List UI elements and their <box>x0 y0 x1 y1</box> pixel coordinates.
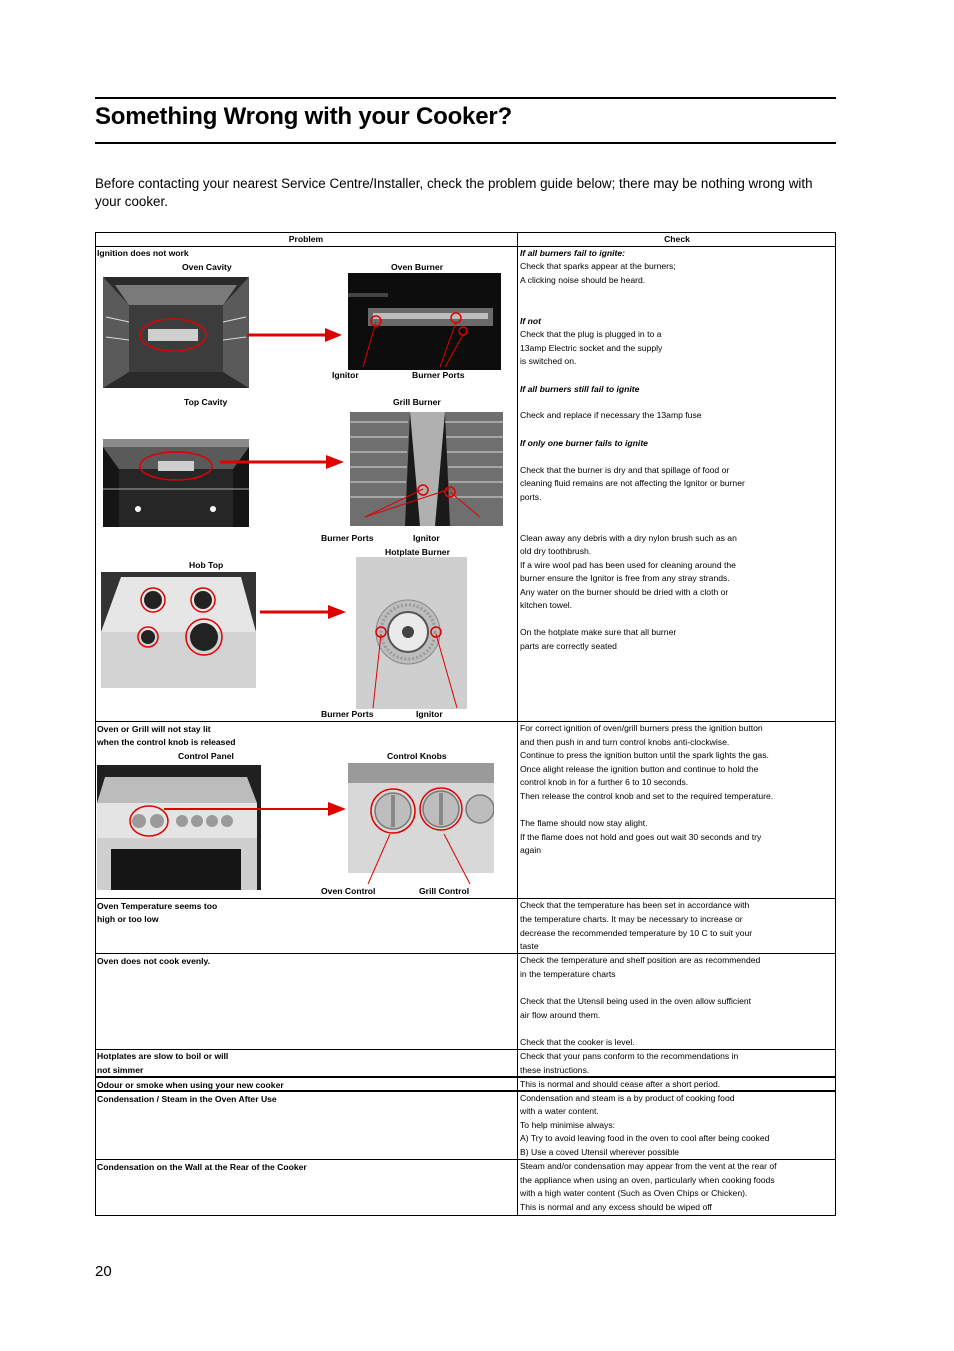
problem-condensation-oven: Condensation / Steam in the Oven After Use <box>97 1094 277 1104</box>
label-hob-top: Hob Top <box>189 560 224 570</box>
check-condensation-oven-line: A) Try to avoid leaving food in the oven to cool after being cooked <box>520 1133 770 1143</box>
label-grill-control: Grill Control <box>419 886 470 896</box>
check-ignition-line: 13amp Electric socket and the supply <box>520 343 663 353</box>
check-condensation-wall-line: This is normal and any excess should be wiped off <box>520 1202 712 1212</box>
check-condensation-wall-line: Steam and/or condensation may appear from the vent at the rear of <box>520 1161 777 1171</box>
check-ignition-line: ports. <box>520 492 542 502</box>
header-check: Check <box>664 234 690 244</box>
check-stay-lit-line: The flame should now stay alight. <box>520 818 648 828</box>
check-ignition-line: If a wire wool pad has been used for cleaning around the <box>520 560 736 570</box>
check-condensation-oven-line: with a water content. <box>520 1106 599 1116</box>
check-ignition-line: cleaning fluid remains are not affecting the Ignitor or burner <box>520 478 745 488</box>
pointer-lines-oven-burner <box>345 322 515 372</box>
intro-text: Before contacting your nearest Service Centre/Installer, check the problem guide below; there may be nothing wrong with your cooker. <box>95 176 813 209</box>
arrow-hob-top <box>260 605 346 619</box>
oven-cavity-photo <box>103 277 249 388</box>
pointer-lines-grill-burner <box>365 487 485 519</box>
check-evenly-line: in the temperature charts <box>520 969 616 979</box>
check-ignition-line: Check that the burner is dry and that spillage of food or <box>520 465 730 475</box>
check-stay-lit-line: and then push in and turn control knobs anti-clockwise. <box>520 737 730 747</box>
label-control-panel: Control Panel <box>178 751 234 761</box>
label-burner-ports-3: Burner Ports <box>321 709 374 719</box>
check-ignition-line: If not <box>520 316 541 326</box>
check-ignition-line: A clicking noise should be heard. <box>520 275 646 285</box>
check-temperature-line: Check that the temperature has been set in accordance with <box>520 900 750 910</box>
label-ignitor-1: Ignitor <box>332 370 359 380</box>
label-oven-control: Oven Control <box>321 886 376 896</box>
check-ignition-line: If all burners still fail to ignite <box>520 384 640 394</box>
column-divider <box>517 232 518 1216</box>
problem-condensation-wall: Condensation on the Wall at the Rear of the Cooker <box>97 1162 307 1172</box>
troubleshooting-table <box>95 232 836 1216</box>
check-ignition-line: is switched on. <box>520 356 577 366</box>
check-evenly-line: air flow around them. <box>520 1010 601 1020</box>
check-stay-lit-line: Continue to press the ignition button until the spark lights the gas. <box>520 750 769 760</box>
page-title: Something Wrong with your Cooker? <box>95 103 512 130</box>
label-oven-cavity: Oven Cavity <box>182 262 232 272</box>
problem-hotplates: Hotplates are slow to boil or will <box>97 1051 229 1061</box>
check-temperature-line: decrease the recommended temperature by 10 C to suit your <box>520 928 753 938</box>
check-condensation-wall-line: the appliance when using an oven, particularly when cooking foods <box>520 1175 775 1185</box>
page-number: 20 <box>95 1263 112 1280</box>
check-condensation-oven-line: B) Use a coved Utensil wherever possible <box>520 1147 680 1157</box>
check-ignition-line: If only one burner fails to ignite <box>520 438 648 448</box>
label-control-knobs: Control Knobs <box>387 751 447 761</box>
pointer-lines-control-knobs <box>360 832 480 887</box>
check-stay-lit-line: Once alight release the ignition button and continue to hold the <box>520 764 759 774</box>
check-stay-lit-line: If the flame does not hold and goes out wait 30 seconds and try <box>520 832 762 842</box>
check-temperature-line: the temperature charts. It may be necessary to increase or <box>520 914 743 924</box>
problem-hotplates-2: not simmer <box>97 1065 144 1075</box>
check-ignition-line: kitchen towel. <box>520 600 573 610</box>
label-ignitor-2: Ignitor <box>413 533 440 543</box>
check-stay-lit-line: Then release the control knob and set to the required temperature. <box>520 791 774 801</box>
arrow-top-cavity <box>220 455 344 469</box>
table-border-bottom <box>95 1215 836 1216</box>
problem-cook-evenly: Oven does not cook evenly. <box>97 956 211 966</box>
top-rule <box>95 97 836 99</box>
check-ignition-line: old dry toothbrush. <box>520 546 592 556</box>
title-underline <box>95 142 836 144</box>
control-panel-photo <box>97 765 261 890</box>
problem-stay-lit: Oven or Grill will not stay lit <box>97 724 211 734</box>
check-ignition-line: If all burners fail to ignite: <box>520 248 626 258</box>
arrow-oven-cavity <box>247 328 342 342</box>
problem-temperature-2: high or too low <box>97 914 159 924</box>
check-ignition-line: Clean away any debris with a dry nylon brush such as an <box>520 533 737 543</box>
label-burner-ports-1: Burner Ports <box>412 370 465 380</box>
check-evenly-line: Check that the cooker is level. <box>520 1037 635 1047</box>
check-ignition-line: On the hotplate make sure that all burner <box>520 627 677 637</box>
check-hotplates-line: these instructions. <box>520 1065 590 1075</box>
check-temperature-line: taste <box>520 941 539 951</box>
header-problem: Problem <box>288 234 324 244</box>
check-ignition-line: Check that sparks appear at the burners; <box>520 261 676 271</box>
check-odour: This is normal and should cease after a short period. <box>520 1079 721 1089</box>
check-ignition-line: Any water on the burner should be dried with a cloth or <box>520 587 729 597</box>
check-condensation-oven-line: Condensation and steam is a by product of cooking food <box>520 1093 735 1103</box>
label-top-cavity: Top Cavity <box>184 397 228 407</box>
row-divider <box>95 1076 836 1078</box>
check-ignition-line: parts are correctly seated <box>520 641 617 651</box>
label-hotplate-burner: Hotplate Burner <box>385 547 450 557</box>
check-stay-lit-line: For correct ignition of oven/grill burners press the ignition button <box>520 723 763 733</box>
problem-temperature: Oven Temperature seems too <box>97 901 218 911</box>
check-evenly-line: Check that the Utensil being used in the oven allow sufficient <box>520 996 752 1006</box>
check-stay-lit-line: control knob in for a further 6 to 10 seconds. <box>520 777 689 787</box>
check-ignition-line: burner ensure the Ignitor is free from any stray strands. <box>520 573 730 583</box>
label-ignitor-3: Ignitor <box>416 709 443 719</box>
problem-odour: Odour or smoke when using your new cooker <box>97 1080 284 1090</box>
label-grill-burner: Grill Burner <box>393 397 441 407</box>
check-hotplates-line: Check that your pans conform to the recommendations in <box>520 1051 739 1061</box>
check-condensation-oven-line: To help minimise always: <box>520 1120 616 1130</box>
check-condensation-wall-line: with a high water content (Such as Oven Chips or Chicken). <box>520 1188 748 1198</box>
check-ignition-line: Check and replace if necessary the 13amp fuse <box>520 410 702 420</box>
label-burner-ports-2: Burner Ports <box>321 533 374 543</box>
arrow-control-panel <box>164 802 346 816</box>
check-ignition-line: Check that the plug is plugged in to a <box>520 329 662 339</box>
top-cavity-photo <box>103 439 249 527</box>
pointer-lines-hotplate-burner <box>365 632 465 710</box>
table-border-right <box>835 232 836 1216</box>
problem-stay-lit-2: when the control knob is released <box>97 737 236 747</box>
check-evenly-line: Check the temperature and shelf position are as recommended <box>520 955 761 965</box>
problem-ignition: Ignition does not work <box>97 248 189 258</box>
hob-top-photo <box>101 572 256 688</box>
table-border-left <box>95 232 96 1216</box>
check-stay-lit-line: again <box>520 845 542 855</box>
label-oven-burner: Oven Burner <box>391 262 444 272</box>
